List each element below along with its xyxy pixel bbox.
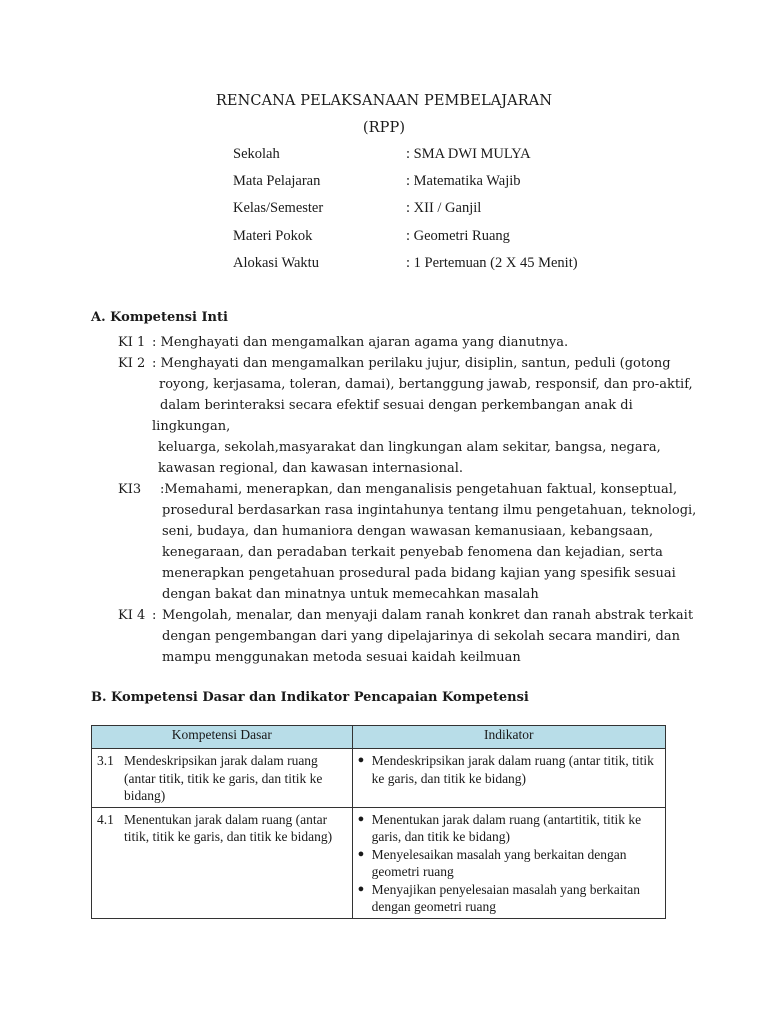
table-header-row (92, 726, 666, 749)
ki4-label: KI 4 (118, 608, 146, 623)
bullet-icon: ● (357, 754, 365, 766)
ki3-line: menerapkan pengetahuan prosedural pada bidang kajian yang spesifik sesuai (162, 566, 676, 581)
header-kompetensi-dasar: Kompetensi Dasar (92, 726, 353, 749)
info-value: : XII / Ganjil (406, 200, 482, 217)
ki3-line: dengan bakat dan minatnya untuk memecahkan masalah (162, 587, 539, 602)
indicator-cell (352, 749, 665, 808)
indicator-cell (352, 807, 665, 918)
kd-text: Mendeskripsikan jarak dalam ruang (antar titik, titik ke garis, dan titik ke bidang) (124, 753, 323, 803)
info-label: Materi Pokok (233, 227, 313, 244)
ki3-line: seni, budaya, dan humaniora dengan wawasan kemanusiaan, kebangsaan, (162, 524, 654, 539)
info-value: : Geometri Ruang (406, 227, 510, 244)
kd-text: Menentukan jarak dalam ruang (antar titik, titik ke garis, dan titik ke bidang) (124, 811, 333, 844)
ki4-colon: : (152, 608, 157, 623)
ki4-line: Mengolah, menalar, dan menyaji dalam ranah konkret dan ranah abstrak terkait (162, 608, 694, 623)
ki3-line: :Memahami, menerapkan, dan menganalisis pengetahuan faktual, konseptual, (160, 482, 678, 497)
kd-number: 3.1 (97, 753, 114, 768)
info-label: Alokasi Waktu (233, 254, 319, 271)
ki2-line: : Menghayati dan mengamalkan perilaku jujur, disiplin, santun, peduli (gotong (152, 356, 671, 371)
indicator-text: Menyelesaikan masalah yang berkaitan dengan geometri ruang (371, 846, 627, 879)
ki3-line: prosedural berdasarkan rasa ingintahunya tentang ilmu pengetahuan, teknologi, (162, 503, 697, 518)
bullet-icon: ● (357, 812, 365, 825)
info-value: : Matematika Wajib (406, 173, 521, 190)
ki4-line: mampu menggunakan metoda sesuai kaidah keilmuan (162, 650, 521, 665)
ki2-line: keluarga, sekolah,masyarakat dan lingkungan alam sekitar, bangsa, negara, (158, 440, 661, 455)
info-value: : SMA DWI MULYA (406, 146, 531, 162)
indicator-item (358, 881, 660, 916)
kd-cell (92, 807, 353, 918)
header-indikator: Indikator (352, 726, 665, 749)
ki3-line: kenegaraan, dan peradaban terkait penyebab fenomena dan kejadian, serta (162, 545, 663, 560)
indicator-text: Menentukan jarak dalam ruang (antartitik, titik ke garis, dan titik ke bidang) (371, 811, 642, 844)
ki2-line: kawasan regional, dan kawasan internasional. (158, 461, 464, 476)
document-subtitle: (RPP) (362, 120, 406, 136)
table-row (92, 807, 666, 918)
info-row-materi-pokok (233, 228, 578, 255)
ki2-line: royong, kerjasama, toleran, damai), bertanggung jawab, responsif, dan pro-aktif, (159, 377, 693, 392)
ki2-line: lingkungan, (152, 419, 231, 434)
ki2-label: KI 2 (118, 356, 146, 371)
ki3-label: KI3 (118, 482, 142, 497)
indicator-item (358, 846, 660, 881)
indicator-item (358, 752, 660, 787)
ki1-text: : Menghayati dan mengamalkan ajaran agama yang dianutnya. (152, 335, 569, 350)
indicator-text: Menyajikan penyelesaian masalah yang berkaitan dengan geometri ruang (371, 881, 640, 914)
section-b-heading: B. Kompetensi Dasar dan Indikator Pencapaian Kompetensi (91, 690, 529, 705)
info-block (233, 146, 578, 282)
info-row-alokasi-waktu (233, 255, 578, 282)
info-label: Mata Pelajaran (233, 173, 321, 190)
info-label: Kelas/Semester (233, 200, 324, 217)
indicator-item (358, 811, 660, 846)
info-row-kelas-semester (233, 200, 578, 227)
bullet-icon: ● (357, 882, 365, 895)
bullet-icon: ● (357, 847, 365, 860)
info-row-sekolah (233, 146, 578, 173)
ki2-line: dalam berinteraksi secara efektif sesuai dengan perkembangan anak di (160, 398, 633, 413)
table-row (92, 749, 666, 808)
kd-number: 4.1 (97, 811, 114, 827)
info-value: : 1 Pertemuan (2 X 45 Menit) (406, 254, 578, 271)
competency-table (91, 725, 666, 919)
ki1-label: KI 1 (118, 335, 146, 350)
section-a-heading: A. Kompetensi Inti (91, 310, 228, 325)
info-label: Sekolah (233, 146, 280, 162)
info-row-mata-pelajaran (233, 173, 578, 200)
document-title: RENCANA PELAKSANAAN PEMBELAJARAN (215, 93, 553, 109)
ki4-line: dengan pengembangan dari yang dipelajarinya di sekolah secara mandiri, dan (162, 629, 680, 644)
indicator-text: Mendeskripsikan jarak dalam ruang (antar titik, titik ke garis, dan titik ke bidang) (371, 753, 654, 786)
kd-cell (92, 749, 353, 808)
